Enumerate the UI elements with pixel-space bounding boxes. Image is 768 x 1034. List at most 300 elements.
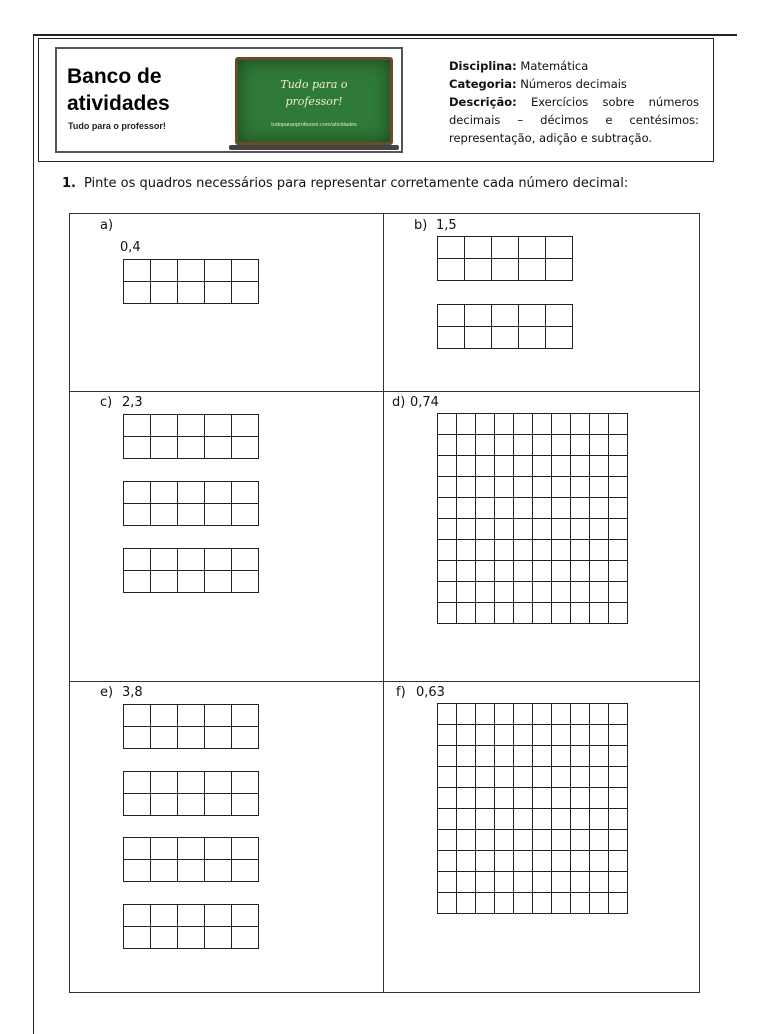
grid-square[interactable]: [232, 927, 259, 949]
grid-square[interactable]: [495, 830, 514, 851]
grid-square[interactable]: [457, 435, 476, 456]
grid-square[interactable]: [151, 727, 178, 749]
grid-square[interactable]: [552, 582, 571, 603]
grid-square[interactable]: [457, 788, 476, 809]
grid-square[interactable]: [457, 540, 476, 561]
grid-square[interactable]: [609, 725, 628, 746]
grid-square[interactable]: [232, 705, 259, 727]
grid-square[interactable]: [232, 727, 259, 749]
grid-square[interactable]: [533, 414, 552, 435]
grid-square[interactable]: [546, 305, 573, 327]
grid-square[interactable]: [151, 260, 178, 282]
grid-square[interactable]: [438, 851, 457, 872]
grid-square[interactable]: [124, 415, 151, 437]
grid-square[interactable]: [552, 435, 571, 456]
grid-square[interactable]: [546, 237, 573, 259]
grid-square[interactable]: [495, 498, 514, 519]
grid-square[interactable]: [552, 561, 571, 582]
grid-square[interactable]: [457, 561, 476, 582]
grid-square[interactable]: [590, 767, 609, 788]
grid-square[interactable]: [438, 788, 457, 809]
grid-square[interactable]: [533, 767, 552, 788]
grid-square[interactable]: [514, 788, 533, 809]
grid-square[interactable]: [124, 860, 151, 882]
grid-square[interactable]: [514, 603, 533, 624]
grid-square[interactable]: [438, 582, 457, 603]
grid-square[interactable]: [438, 305, 465, 327]
grid-square[interactable]: [476, 704, 495, 725]
grid-square[interactable]: [232, 838, 259, 860]
grid-square[interactable]: [205, 282, 232, 304]
grid-square[interactable]: [514, 725, 533, 746]
grid-square[interactable]: [590, 477, 609, 498]
grid-square[interactable]: [476, 498, 495, 519]
grid-square[interactable]: [546, 327, 573, 349]
grid-square[interactable]: [571, 582, 590, 603]
grid-square[interactable]: [571, 561, 590, 582]
grid-square[interactable]: [590, 725, 609, 746]
grid-square[interactable]: [609, 519, 628, 540]
grid-square[interactable]: [533, 788, 552, 809]
grid-square[interactable]: [457, 456, 476, 477]
grid-square[interactable]: [609, 561, 628, 582]
grid-square[interactable]: [178, 838, 205, 860]
grid-square[interactable]: [476, 582, 495, 603]
grid-square[interactable]: [571, 540, 590, 561]
grid-square[interactable]: [476, 767, 495, 788]
grid-square[interactable]: [438, 237, 465, 259]
grid-square[interactable]: [533, 561, 552, 582]
grid-square[interactable]: [609, 767, 628, 788]
grid-square[interactable]: [590, 704, 609, 725]
grid-square[interactable]: [492, 259, 519, 281]
grid-square[interactable]: [438, 603, 457, 624]
grid-square[interactable]: [609, 809, 628, 830]
grid-square[interactable]: [495, 893, 514, 914]
grid-square[interactable]: [457, 746, 476, 767]
grid-square[interactable]: [519, 237, 546, 259]
grid-square[interactable]: [609, 603, 628, 624]
grid-square[interactable]: [232, 905, 259, 927]
grid-square[interactable]: [457, 830, 476, 851]
grid-square[interactable]: [178, 504, 205, 526]
grid-square[interactable]: [151, 905, 178, 927]
grid-square[interactable]: [151, 549, 178, 571]
grid-square[interactable]: [151, 282, 178, 304]
grid-square[interactable]: [552, 872, 571, 893]
grid-square[interactable]: [514, 414, 533, 435]
grid-square[interactable]: [151, 838, 178, 860]
grid-square[interactable]: [552, 851, 571, 872]
grid-square[interactable]: [533, 498, 552, 519]
grid-square[interactable]: [609, 872, 628, 893]
grid-square[interactable]: [590, 809, 609, 830]
grid-square[interactable]: [571, 603, 590, 624]
grid-square[interactable]: [514, 519, 533, 540]
grid-square[interactable]: [609, 540, 628, 561]
grid-square[interactable]: [519, 305, 546, 327]
grid-square[interactable]: [571, 435, 590, 456]
grid-square[interactable]: [533, 830, 552, 851]
grid-square[interactable]: [571, 704, 590, 725]
grid-square[interactable]: [495, 725, 514, 746]
grid-square[interactable]: [151, 415, 178, 437]
grid-square[interactable]: [476, 788, 495, 809]
grid-square[interactable]: [178, 482, 205, 504]
grid-square[interactable]: [590, 498, 609, 519]
grid-square[interactable]: [552, 809, 571, 830]
grid-square[interactable]: [514, 704, 533, 725]
grid-square[interactable]: [178, 437, 205, 459]
grid-square[interactable]: [151, 772, 178, 794]
grid-square[interactable]: [590, 540, 609, 561]
grid-square[interactable]: [178, 571, 205, 593]
grid-square[interactable]: [151, 571, 178, 593]
grid-square[interactable]: [476, 540, 495, 561]
grid-square[interactable]: [571, 456, 590, 477]
grid-square[interactable]: [438, 435, 457, 456]
grid-square[interactable]: [232, 772, 259, 794]
grid-square[interactable]: [205, 794, 232, 816]
grid-square[interactable]: [571, 746, 590, 767]
grid-square[interactable]: [438, 809, 457, 830]
grid-square[interactable]: [438, 498, 457, 519]
grid-square[interactable]: [151, 504, 178, 526]
grid-square[interactable]: [438, 830, 457, 851]
grid-square[interactable]: [178, 927, 205, 949]
grid-square[interactable]: [552, 498, 571, 519]
grid-square[interactable]: [514, 746, 533, 767]
grid-square[interactable]: [457, 498, 476, 519]
grid-square[interactable]: [514, 582, 533, 603]
grid-square[interactable]: [457, 414, 476, 435]
grid-square[interactable]: [609, 477, 628, 498]
grid-square[interactable]: [205, 571, 232, 593]
grid-square[interactable]: [533, 435, 552, 456]
grid-square[interactable]: [124, 437, 151, 459]
grid-square[interactable]: [205, 437, 232, 459]
grid-square[interactable]: [178, 905, 205, 927]
grid-square[interactable]: [519, 259, 546, 281]
grid-square[interactable]: [178, 727, 205, 749]
grid-square[interactable]: [609, 893, 628, 914]
grid-square[interactable]: [495, 788, 514, 809]
grid-square[interactable]: [590, 603, 609, 624]
grid-square[interactable]: [552, 519, 571, 540]
grid-square[interactable]: [124, 794, 151, 816]
grid-square[interactable]: [465, 305, 492, 327]
grid-square[interactable]: [590, 435, 609, 456]
grid-square[interactable]: [205, 905, 232, 927]
grid-square[interactable]: [205, 727, 232, 749]
grid-square[interactable]: [495, 477, 514, 498]
grid-square[interactable]: [476, 830, 495, 851]
grid-square[interactable]: [533, 704, 552, 725]
grid-square[interactable]: [178, 705, 205, 727]
grid-square[interactable]: [438, 540, 457, 561]
grid-square[interactable]: [514, 809, 533, 830]
grid-square[interactable]: [178, 549, 205, 571]
grid-square[interactable]: [232, 437, 259, 459]
grid-square[interactable]: [609, 830, 628, 851]
grid-square[interactable]: [438, 519, 457, 540]
grid-square[interactable]: [476, 725, 495, 746]
grid-square[interactable]: [124, 260, 151, 282]
grid-square[interactable]: [178, 860, 205, 882]
grid-square[interactable]: [232, 504, 259, 526]
grid-square[interactable]: [232, 482, 259, 504]
grid-square[interactable]: [476, 414, 495, 435]
grid-square[interactable]: [151, 705, 178, 727]
grid-square[interactable]: [609, 414, 628, 435]
grid-square[interactable]: [438, 327, 465, 349]
grid-square[interactable]: [476, 809, 495, 830]
grid-square[interactable]: [552, 788, 571, 809]
grid-square[interactable]: [495, 746, 514, 767]
grid-square[interactable]: [232, 860, 259, 882]
grid-square[interactable]: [232, 260, 259, 282]
grid-square[interactable]: [205, 772, 232, 794]
grid-square[interactable]: [533, 809, 552, 830]
grid-square[interactable]: [571, 767, 590, 788]
grid-square[interactable]: [519, 327, 546, 349]
grid-square[interactable]: [609, 582, 628, 603]
grid-square[interactable]: [533, 540, 552, 561]
grid-square[interactable]: [571, 519, 590, 540]
grid-square[interactable]: [552, 456, 571, 477]
grid-square[interactable]: [533, 519, 552, 540]
grid-square[interactable]: [232, 282, 259, 304]
grid-square[interactable]: [495, 540, 514, 561]
grid-square[interactable]: [465, 327, 492, 349]
grid-square[interactable]: [124, 705, 151, 727]
grid-square[interactable]: [590, 788, 609, 809]
grid-square[interactable]: [232, 571, 259, 593]
grid-square[interactable]: [465, 237, 492, 259]
grid-square[interactable]: [590, 456, 609, 477]
grid-square[interactable]: [552, 725, 571, 746]
grid-square[interactable]: [514, 435, 533, 456]
grid-square[interactable]: [609, 498, 628, 519]
grid-square[interactable]: [514, 872, 533, 893]
grid-square[interactable]: [476, 561, 495, 582]
grid-square[interactable]: [533, 725, 552, 746]
grid-square[interactable]: [495, 809, 514, 830]
grid-square[interactable]: [476, 456, 495, 477]
grid-square[interactable]: [514, 561, 533, 582]
grid-square[interactable]: [178, 794, 205, 816]
grid-square[interactable]: [476, 872, 495, 893]
grid-square[interactable]: [590, 414, 609, 435]
grid-square[interactable]: [533, 582, 552, 603]
grid-square[interactable]: [552, 603, 571, 624]
grid-square[interactable]: [457, 519, 476, 540]
grid-square[interactable]: [205, 838, 232, 860]
grid-square[interactable]: [495, 603, 514, 624]
grid-square[interactable]: [590, 830, 609, 851]
grid-square[interactable]: [533, 893, 552, 914]
grid-square[interactable]: [514, 540, 533, 561]
grid-square[interactable]: [457, 582, 476, 603]
grid-square[interactable]: [609, 788, 628, 809]
grid-square[interactable]: [495, 561, 514, 582]
grid-square[interactable]: [514, 767, 533, 788]
grid-square[interactable]: [457, 872, 476, 893]
grid-square[interactable]: [476, 603, 495, 624]
grid-square[interactable]: [495, 851, 514, 872]
grid-square[interactable]: [457, 704, 476, 725]
grid-square[interactable]: [124, 571, 151, 593]
grid-square[interactable]: [438, 746, 457, 767]
grid-square[interactable]: [571, 477, 590, 498]
grid-square[interactable]: [571, 809, 590, 830]
grid-square[interactable]: [476, 435, 495, 456]
grid-square[interactable]: [552, 704, 571, 725]
grid-square[interactable]: [476, 893, 495, 914]
grid-square[interactable]: [438, 872, 457, 893]
grid-square[interactable]: [178, 415, 205, 437]
grid-square[interactable]: [492, 327, 519, 349]
grid-square[interactable]: [476, 851, 495, 872]
grid-square[interactable]: [533, 603, 552, 624]
grid-square[interactable]: [571, 851, 590, 872]
grid-square[interactable]: [514, 851, 533, 872]
grid-square[interactable]: [457, 767, 476, 788]
grid-square[interactable]: [571, 725, 590, 746]
grid-square[interactable]: [205, 482, 232, 504]
grid-square[interactable]: [533, 746, 552, 767]
grid-square[interactable]: [438, 414, 457, 435]
grid-square[interactable]: [552, 414, 571, 435]
grid-square[interactable]: [546, 259, 573, 281]
grid-square[interactable]: [178, 260, 205, 282]
grid-square[interactable]: [609, 456, 628, 477]
grid-square[interactable]: [590, 519, 609, 540]
grid-square[interactable]: [151, 794, 178, 816]
grid-square[interactable]: [609, 704, 628, 725]
grid-square[interactable]: [552, 767, 571, 788]
grid-square[interactable]: [514, 498, 533, 519]
grid-square[interactable]: [124, 282, 151, 304]
grid-square[interactable]: [514, 456, 533, 477]
grid-square[interactable]: [571, 498, 590, 519]
grid-square[interactable]: [205, 260, 232, 282]
grid-square[interactable]: [495, 704, 514, 725]
grid-square[interactable]: [514, 830, 533, 851]
grid-square[interactable]: [438, 893, 457, 914]
grid-square[interactable]: [476, 519, 495, 540]
grid-square[interactable]: [124, 905, 151, 927]
grid-square[interactable]: [552, 477, 571, 498]
grid-square[interactable]: [533, 477, 552, 498]
grid-square[interactable]: [205, 705, 232, 727]
grid-square[interactable]: [571, 872, 590, 893]
grid-square[interactable]: [571, 414, 590, 435]
grid-square[interactable]: [492, 305, 519, 327]
grid-square[interactable]: [476, 746, 495, 767]
grid-square[interactable]: [571, 830, 590, 851]
grid-square[interactable]: [124, 838, 151, 860]
grid-square[interactable]: [590, 872, 609, 893]
grid-square[interactable]: [495, 872, 514, 893]
grid-square[interactable]: [205, 927, 232, 949]
grid-square[interactable]: [124, 927, 151, 949]
grid-square[interactable]: [151, 437, 178, 459]
grid-square[interactable]: [438, 767, 457, 788]
grid-square[interactable]: [495, 414, 514, 435]
grid-square[interactable]: [438, 477, 457, 498]
grid-square[interactable]: [552, 540, 571, 561]
grid-square[interactable]: [465, 259, 492, 281]
grid-square[interactable]: [533, 851, 552, 872]
grid-square[interactable]: [205, 504, 232, 526]
grid-square[interactable]: [533, 456, 552, 477]
grid-square[interactable]: [205, 415, 232, 437]
grid-square[interactable]: [457, 477, 476, 498]
grid-square[interactable]: [609, 746, 628, 767]
grid-square[interactable]: [232, 415, 259, 437]
grid-square[interactable]: [124, 549, 151, 571]
grid-square[interactable]: [571, 788, 590, 809]
grid-square[interactable]: [457, 893, 476, 914]
grid-square[interactable]: [124, 504, 151, 526]
grid-square[interactable]: [514, 477, 533, 498]
grid-square[interactable]: [590, 561, 609, 582]
grid-square[interactable]: [590, 851, 609, 872]
grid-square[interactable]: [232, 549, 259, 571]
grid-square[interactable]: [476, 477, 495, 498]
grid-square[interactable]: [590, 893, 609, 914]
grid-square[interactable]: [438, 704, 457, 725]
grid-square[interactable]: [590, 746, 609, 767]
grid-square[interactable]: [552, 893, 571, 914]
grid-square[interactable]: [552, 830, 571, 851]
grid-square[interactable]: [457, 851, 476, 872]
grid-square[interactable]: [514, 893, 533, 914]
grid-square[interactable]: [495, 519, 514, 540]
grid-square[interactable]: [438, 259, 465, 281]
grid-square[interactable]: [533, 872, 552, 893]
grid-square[interactable]: [438, 456, 457, 477]
grid-square[interactable]: [151, 860, 178, 882]
grid-square[interactable]: [205, 549, 232, 571]
grid-square[interactable]: [124, 727, 151, 749]
grid-square[interactable]: [178, 282, 205, 304]
grid-square[interactable]: [457, 603, 476, 624]
grid-square[interactable]: [178, 772, 205, 794]
grid-square[interactable]: [124, 482, 151, 504]
grid-square[interactable]: [495, 456, 514, 477]
grid-square[interactable]: [571, 893, 590, 914]
grid-square[interactable]: [590, 582, 609, 603]
grid-square[interactable]: [124, 772, 151, 794]
grid-square[interactable]: [495, 582, 514, 603]
grid-square[interactable]: [151, 482, 178, 504]
grid-square[interactable]: [438, 725, 457, 746]
grid-square[interactable]: [457, 725, 476, 746]
grid-square[interactable]: [232, 794, 259, 816]
grid-square[interactable]: [457, 809, 476, 830]
grid-square[interactable]: [205, 860, 232, 882]
grid-square[interactable]: [438, 561, 457, 582]
grid-square[interactable]: [552, 746, 571, 767]
grid-square[interactable]: [609, 851, 628, 872]
grid-square[interactable]: [492, 237, 519, 259]
grid-square[interactable]: [609, 435, 628, 456]
grid-square[interactable]: [495, 435, 514, 456]
grid-square[interactable]: [495, 767, 514, 788]
grid-square[interactable]: [151, 927, 178, 949]
